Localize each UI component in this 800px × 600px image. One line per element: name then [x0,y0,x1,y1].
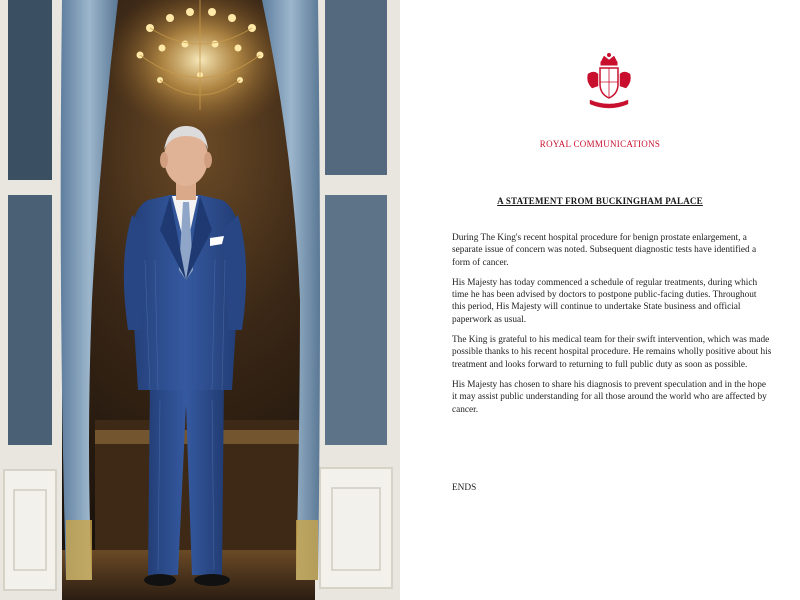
paragraph: During The King's recent hospital procedure for benign prostate enlargement, a separate issue of concern was noted. Subsequent diagnostic tests have identified a form of cancer. [452,233,757,268]
statement-body [452,232,772,424]
department-label: ROYAL COMMUNICATIONS [539,139,661,149]
paragraph: The King is grateful to his medical team for their swift intervention, which was made possible thanks to his recent hospital procedure. He remains wholly positive about his treatment and looks forward to returning to full public duty as soon as possible. [452,335,772,370]
left-door [0,0,62,600]
paragraph: His Majesty has chosen to share his diagnosis to prevent speculation and in the hope it may assist public understanding for all those around the world who are affected by cancer. [452,379,767,415]
statement-title: A STATEMENT FROM BUCKINGHAM PALACE [497,196,703,206]
statement-letter [400,0,800,600]
royal-crest-icon [584,52,634,110]
right-door [315,0,400,600]
paragraph: His Majesty has today commenced a schedule of regular treatments, during which time he has been advised by doctors to postpone public-facing duties. Throughout this period, His Majesty will continue to undertake State business and official paperwork as usual. [452,277,758,325]
ends-marker: ENDS [452,483,477,493]
